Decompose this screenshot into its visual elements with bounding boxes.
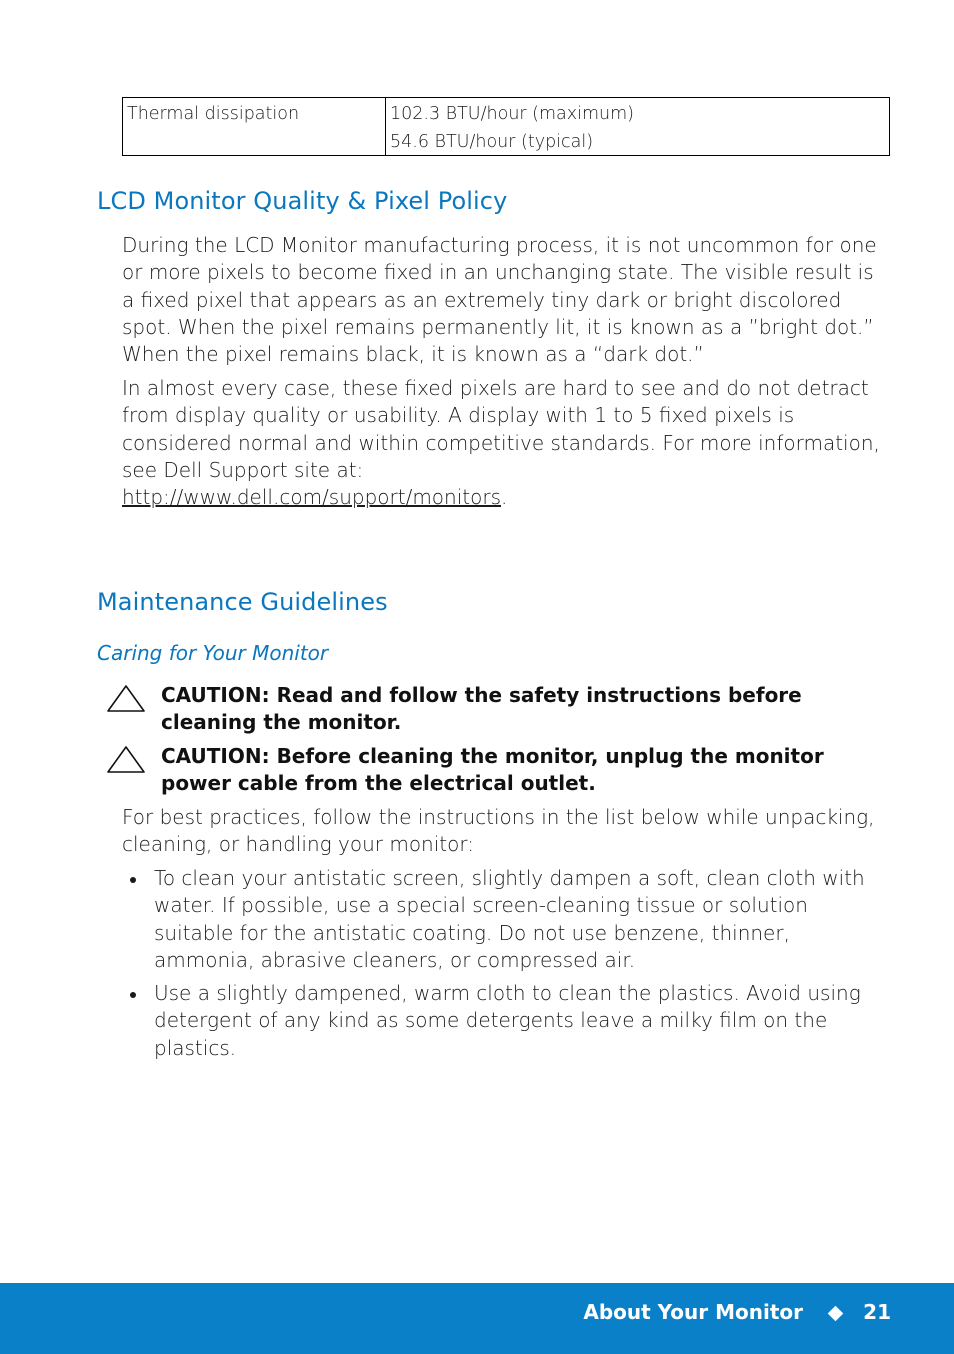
list-item [122,980,887,1062]
caution-text-1: CAUTION: Read and follow the safety instructions before cleaning the monitor. [161,683,802,735]
pixel-policy-paragraph-1: During the LCD Monitor manufacturing process, it is not uncommon for one or more pixels to become fixed in an unchanging state. The visible result is a fixed pixel that appears as an extremely tiny dark or bright discolored spot. When the pixel remains permanently lit, it is known as a ”bright dot.” When the pixel remains black, it is known as a “dark dot.” [122,233,877,367]
list-item-text: Use a slightly dampened, warm cloth to clean the plastics. Avoid using detergent of any kind as some detergents leave a milky film on the plastics. [154,981,861,1060]
dell-support-link[interactable]: http://www.dell.com/support/monitors [122,485,501,510]
caution-text-2: CAUTION: Before cleaning the monitor, unplug the monitor power cable from the electrical outlet. [161,744,824,796]
caring-subheading: Caring for Your Monitor [97,641,329,665]
spec-label-cell [123,98,386,156]
link-period: . [500,485,508,510]
caution-notice-2 [106,743,886,798]
caution-triangle-icon [106,684,146,714]
page-footer [0,1283,954,1354]
list-item [122,865,887,974]
pixel-policy-heading: LCD Monitor Quality & Pixel Policy [97,187,508,215]
spec-value-cell [386,98,890,156]
maintenance-heading: Maintenance Guidelines [97,588,388,616]
footer-section-title: About Your Monitor [583,1300,803,1324]
best-practices-intro: For best practices, follow the instructions in the list below while unpacking, cleaning, or handling your monitor: [122,805,875,857]
spec-value-typical: 54.6 BTU/hour (typical) [390,132,594,152]
caution-notice-1 [106,682,886,737]
page-number: 21 [863,1300,891,1324]
diamond-separator-icon [828,1306,844,1322]
caution-triangle-icon [106,745,146,775]
spec-value-max: 102.3 BTU/hour (maximum) [390,104,634,124]
pixel-policy-paragraph-2 [122,375,882,511]
thermal-spec-table [122,97,890,156]
care-instructions-list [122,865,887,1068]
bullet-dot-icon [130,877,136,883]
spec-label: Thermal dissipation [127,104,300,124]
table-row [123,98,890,156]
list-item-text: To clean your antistatic screen, slightly dampen a soft, clean cloth with water. If possible, use a special screen-cleaning tissue or solution suitable for the antistatic coating. Do not use benzene, thinner, ammonia, abrasive cleaners, or compressed air. [154,866,865,972]
pixel-policy-paragraph-2-text: In almost every case, these fixed pixels are hard to see and do not detract from display quality or usability. A display with 1 to 5 fixed pixels is considered normal and within competitive standards. For more information, see Dell Support site at: [122,376,880,482]
bullet-dot-icon [130,992,136,998]
